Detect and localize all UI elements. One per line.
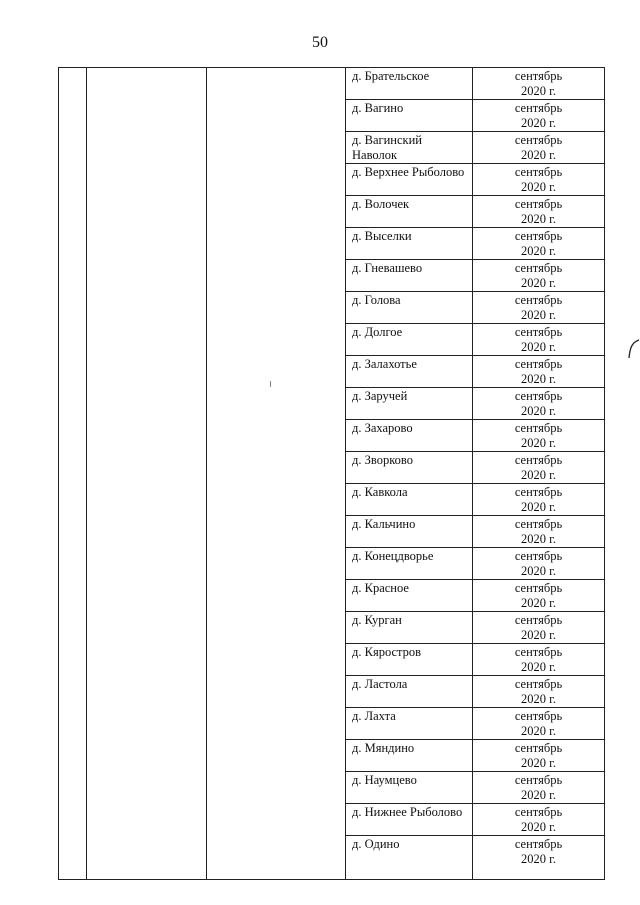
place-cell: д. Кяростров (346, 644, 473, 676)
date-month: сентябрь (514, 581, 563, 595)
date-year: 2020 г. (521, 276, 556, 290)
page-number: 50 (312, 34, 328, 51)
date-year: 2020 г. (521, 660, 556, 674)
margin-mark (627, 338, 640, 360)
date-month: сентябрь (514, 389, 563, 403)
empty-column-3 (207, 68, 346, 880)
date-cell (473, 740, 605, 772)
date-cell (473, 356, 605, 388)
date-cell (473, 420, 605, 452)
date-year: 2020 г. (521, 692, 556, 706)
date-month: сентябрь (514, 709, 563, 723)
place-cell: д. Одино (346, 836, 473, 880)
date-year: 2020 г. (521, 724, 556, 738)
place-cell: д. Залахотье (346, 356, 473, 388)
date-cell (473, 772, 605, 804)
place-cell: д. Кальчино (346, 516, 473, 548)
date-cell (473, 260, 605, 292)
date-month: сентябрь (514, 357, 563, 371)
place-cell: д. Вагино (346, 100, 473, 132)
place-cell: д. Гневашево (346, 260, 473, 292)
date-year: 2020 г. (521, 116, 556, 130)
place-cell: д. Зворково (346, 452, 473, 484)
place-cell: д. Волочек (346, 196, 473, 228)
date-cell (473, 388, 605, 420)
date-cell (473, 644, 605, 676)
place-cell: д. Заручей (346, 388, 473, 420)
date-year: 2020 г. (521, 244, 556, 258)
table-body (59, 68, 605, 880)
date-year: 2020 г. (521, 532, 556, 546)
date-year: 2020 г. (521, 212, 556, 226)
place-cell: д. Курган (346, 612, 473, 644)
date-month: сентябрь (514, 677, 563, 691)
date-month: сентябрь (514, 805, 563, 819)
date-year: 2020 г. (521, 84, 556, 98)
place-cell: д. Нижнее Рыболово (346, 804, 473, 836)
date-month: сентябрь (514, 549, 563, 563)
place-cell: д. Конецдворье (346, 548, 473, 580)
date-year: 2020 г. (521, 596, 556, 610)
date-month: сентябрь (514, 837, 563, 851)
place-cell: д. Верхнее Рыболово (346, 164, 473, 196)
date-month: сентябрь (514, 485, 563, 499)
date-month: сентябрь (514, 293, 563, 307)
place-cell: д. Мяндино (346, 740, 473, 772)
date-year: 2020 г. (521, 148, 556, 162)
date-cell (473, 836, 605, 880)
place-cell: д. Лахта (346, 708, 473, 740)
date-cell (473, 708, 605, 740)
date-cell (473, 228, 605, 260)
date-year: 2020 г. (521, 788, 556, 802)
date-cell (473, 612, 605, 644)
date-year: 2020 г. (521, 340, 556, 354)
date-month: сентябрь (514, 101, 563, 115)
date-month: сентябрь (514, 517, 563, 531)
date-year: 2020 г. (521, 564, 556, 578)
date-year: 2020 г. (521, 500, 556, 514)
date-year: 2020 г. (521, 436, 556, 450)
date-year: 2020 г. (521, 372, 556, 386)
date-year: 2020 г. (521, 468, 556, 482)
date-year: 2020 г. (521, 820, 556, 834)
date-cell (473, 580, 605, 612)
date-month: сентябрь (514, 613, 563, 627)
place-cell: д. Красное (346, 580, 473, 612)
date-cell (473, 484, 605, 516)
date-cell (473, 164, 605, 196)
empty-column-2 (87, 68, 207, 880)
date-cell (473, 676, 605, 708)
date-month: сентябрь (514, 421, 563, 435)
date-month: сентябрь (514, 69, 563, 83)
date-cell (473, 548, 605, 580)
date-year: 2020 г. (521, 852, 556, 866)
date-month: сентябрь (514, 261, 563, 275)
date-month: сентябрь (514, 133, 563, 147)
date-month: сентябрь (514, 645, 563, 659)
date-cell (473, 516, 605, 548)
date-month: сентябрь (514, 325, 563, 339)
date-cell (473, 196, 605, 228)
place-cell: д. Вагинский Наволок (346, 132, 473, 164)
date-year: 2020 г. (521, 404, 556, 418)
place-cell: д. Наумцево (346, 772, 473, 804)
date-month: сентябрь (514, 453, 563, 467)
place-cell: д. Ластола (346, 676, 473, 708)
place-cell: д. Кавкола (346, 484, 473, 516)
date-month: сентябрь (514, 229, 563, 243)
date-month: сентябрь (514, 197, 563, 211)
date-cell (473, 292, 605, 324)
place-cell: д. Голова (346, 292, 473, 324)
margin-stroke-icon (627, 338, 640, 360)
place-cell: д. Брательское (346, 68, 473, 100)
date-cell (473, 68, 605, 100)
table-row (59, 68, 605, 100)
place-cell: д. Выселки (346, 228, 473, 260)
date-cell (473, 132, 605, 164)
date-cell (473, 452, 605, 484)
date-year: 2020 г. (521, 628, 556, 642)
empty-column-1 (59, 68, 87, 880)
date-cell (473, 324, 605, 356)
settlement-schedule-table (58, 67, 605, 880)
place-cell: д. Захарово (346, 420, 473, 452)
date-year: 2020 г. (521, 180, 556, 194)
date-month: сентябрь (514, 165, 563, 179)
scan-artifact (270, 381, 271, 387)
date-year: 2020 г. (521, 308, 556, 322)
place-cell: д. Долгое (346, 324, 473, 356)
date-cell (473, 100, 605, 132)
date-year: 2020 г. (521, 756, 556, 770)
date-month: сентябрь (514, 773, 563, 787)
date-month: сентябрь (514, 741, 563, 755)
date-cell (473, 804, 605, 836)
